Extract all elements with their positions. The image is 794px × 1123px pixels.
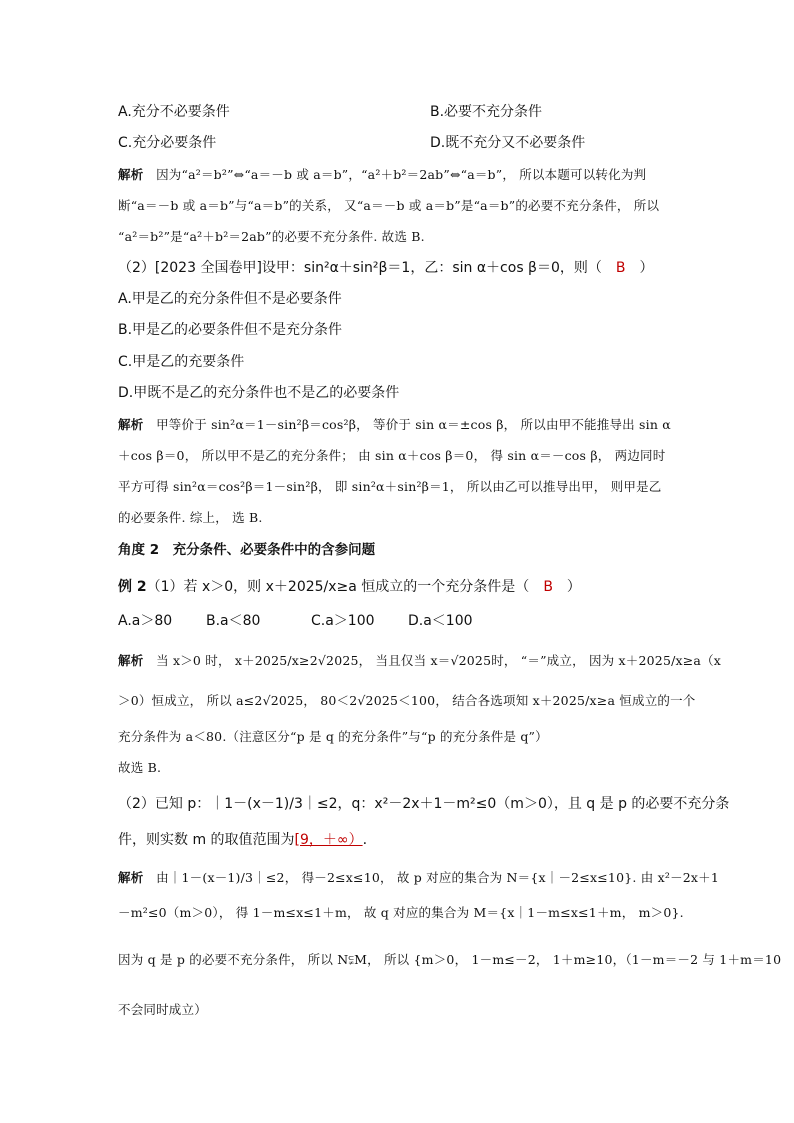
ex2-option-a: A.a＞80 [118,613,173,629]
q2-solution-line-3: 平方可得 sin²α＝cos²β＝1－sin²β， 即 sin²α＋sin²β＝1， 所以由乙可以推导出甲， 则甲是乙 [118,479,662,494]
ex2-q2-stem-line-1: （2）已知 p：｜1－(x－1)/3｜≤2，q：x²－2x＋1－m²≤0（m＞0），且 q 是 p 的必要不充分条 [118,796,730,812]
q1-solution-line-3: “a²＝b²”是“a²＋b²＝2ab”的必要不充分条件. 故选 B. [118,229,425,244]
ex2-q2-answer: [9，＋∞） [294,832,363,848]
q1-option-a: A.充分不必要条件 [118,104,230,120]
ex2-answer: B [543,579,553,595]
q1-option-d: D.既不充分又不必要条件 [430,135,586,151]
q1-solution-line-1: 解析 因为“a²＝b²”⇔“a＝－b 或 a＝b”，“a²＋b²＝2ab”⇔“a＝b”， 所以本题可以转化为判 [118,167,647,182]
example-label: 例 2 [118,579,147,595]
solution-label: 解析 [118,417,144,432]
ex2-q2-stem-line-2: 件，则实数 m 的取值范围为[9，＋∞）. [118,832,368,848]
ex2-option-d: D.a＜100 [408,613,473,629]
q1-option-b: B.必要不充分条件 [430,104,543,120]
ex2-solution-line-1: 解析 当 x＞0 时， x＋2025/x≥2√2025， 当且仅当 x＝√2025时， “＝”成立， 因为 x＋2025/x≥a（x [118,653,722,668]
q2-solution-line-4: 的必要条件. 综上， 选 B. [118,510,263,525]
q1-option-c: C.充分必要条件 [118,135,217,151]
ex2-solution-line-4: 故选 B. [118,760,162,775]
q1-options-row-2 [118,133,586,153]
ex2-option-c: C.a＞100 [311,613,375,629]
ex2-q2-solution-line-1: 解析 由｜1－(x－1)/3｜≤2， 得－2≤x≤10， 故 p 对应的集合为 N＝{x｜－2≤x≤10}. 由 x²－2x＋1 [118,870,720,885]
q2-answer: B [615,260,626,276]
q1-solution-line-2: 断“a＝－b 或 a＝b”与“a＝b”的关系， 又“a＝－b 或 a＝b”是“a＝b”的必要不充分条件， 所以 [118,198,660,213]
ex2-stem: 例 2（1）若 x＞0，则 x＋2025/x≥a 恒成立的一个充分条件是（ B ） [118,579,581,595]
ex2-q2-solution-line-3: 因为 q 是 p 的必要不充分条件， 所以 N⫋M， 所以 {m＞0， 1－m≤－2， 1＋m≥10，（1－m＝－2 与 1＋m＝10 [118,952,782,967]
q2-option-a: A.甲是乙的充分条件但不是必要条件 [118,291,342,307]
q2-solution-line-1: 解析 甲等价于 sin²α＝1－sin²β＝cos²β， 等价于 sin α＝±cos β， 所以由甲不能推导出 sin α [118,417,671,432]
solution-label: 解析 [118,167,144,182]
q2-option-d: D.甲既不是乙的充分条件也不是乙的必要条件 [118,385,400,401]
q2-option-c: C.甲是乙的充要条件 [118,354,245,370]
q1-options-row-1 [118,102,543,122]
ex2-option-b: B.a＜80 [206,613,261,629]
ex2-q2-solution-line-4: 不会同时成立） [118,1002,207,1017]
solution-label: 解析 [118,870,144,885]
solution-label: 解析 [118,653,144,668]
q2-stem: （2）[2023 全国卷甲]设甲：sin²α＋sin²β＝1，乙：sin α＋cos β＝0，则（ B ） [118,260,654,276]
ex2-options-row [118,611,473,631]
ex2-solution-line-2: ＞0）恒成立， 所以 a≤2√2025， 80＜2√2025＜100， 结合各选项知 x＋2025/x≥a 恒成立的一个 [118,693,696,708]
q2-option-b: B.甲是乙的必要条件但不是充分条件 [118,322,343,338]
ex2-solution-line-3: 充分条件为 a＜80.（注意区分“p 是 q 的充分条件”与“p 的充分条件是 q”） [118,729,548,744]
section-heading: 角度 2 充分条件、必要条件中的含参问题 [118,542,376,558]
q2-solution-line-2: ＋cos β＝0， 所以甲不是乙的充分条件； 由 sin α＋cos β＝0， 得 sin α＝－cos β， 两边同时 [118,448,666,463]
ex2-q2-solution-line-2: －m²≤0（m＞0）， 得 1－m≤x≤1＋m， 故 q 对应的集合为 M＝{x｜1－m≤x≤1＋m， m＞0}. [118,905,684,920]
